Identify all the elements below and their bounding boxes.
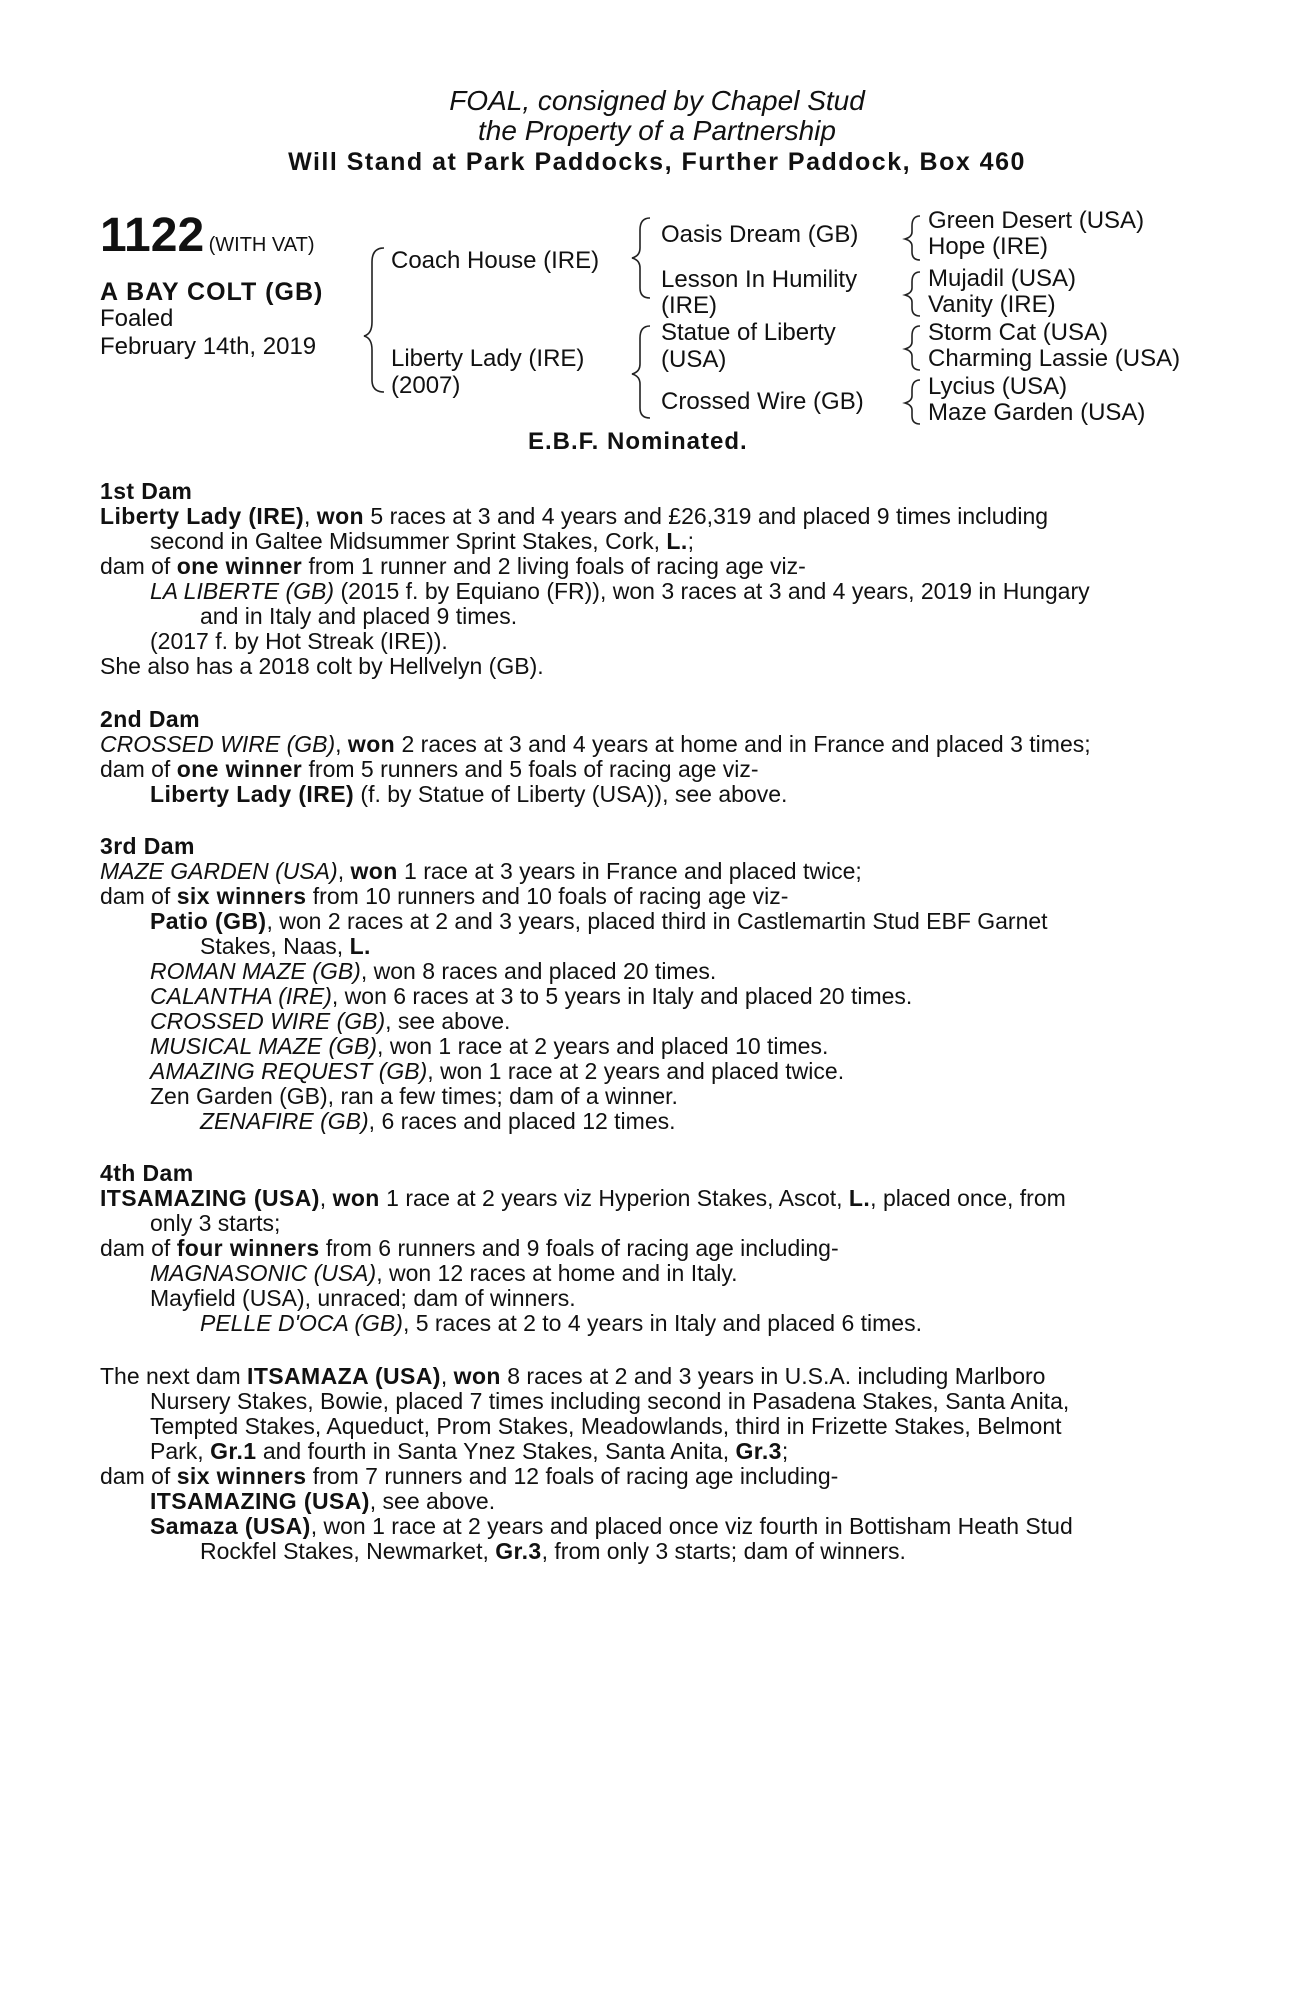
property-line: the Property of a Partnership: [478, 115, 836, 146]
dam1-text1: 5 races at 3 and 4 years and £26,319 and placed 9 times including: [364, 503, 1049, 529]
itsamazing-ref: ITSAMAZING (USA): [150, 1488, 370, 1514]
dam4-won: won: [332, 1185, 380, 1211]
musical-maze: MUSICAL MAZE (GB): [150, 1033, 378, 1059]
dam3-line9: [150, 1059, 844, 1085]
next-text8a: Rockfel Stakes, Newmarket,: [200, 1538, 496, 1564]
vat-label: (WITH VAT): [208, 234, 315, 256]
dam3-text4: Stakes, Naas,: [200, 933, 350, 959]
next-text1: 8 races at 2 and 3 years in U.S.A. including Marlboro: [500, 1363, 1046, 1389]
dam1-text2: second in Galtee Midsummer Sprint Stakes, Cork,: [150, 528, 667, 554]
dam3-text7: , see above.: [385, 1008, 511, 1034]
dam4-line2: only 3 starts;: [150, 1210, 281, 1236]
dam2-won: won: [347, 731, 396, 757]
maze-garden: MAZE GARDEN (USA): [100, 858, 338, 884]
next-damof: dam of: [100, 1463, 177, 1489]
g34-brace: [905, 272, 920, 316]
foaled-label: Foaled: [100, 305, 174, 332]
dam3-winners: six winners: [176, 883, 307, 909]
samaza: Samaza (USA): [150, 1513, 311, 1539]
next-line6: [150, 1489, 495, 1515]
sire-sire: Oasis Dream (GB): [661, 221, 859, 248]
dam1-text4: (2015 f. by Equiano (FR)), won 3 races at 3 and 4 years, 2019 in Hungary: [334, 578, 1090, 604]
dam1-line1: Liberty Lady (IRE), won 5 races at 3 and 4 years and £26,319 and placed 9 times including: [100, 503, 1049, 529]
next-winners: six winners: [176, 1463, 307, 1489]
dam-sire-line1: Statue of Liberty: [661, 319, 836, 346]
dam2-winners: one winner: [176, 756, 303, 782]
dam3-text1: 1 race at 3 years in France and placed twice;: [397, 858, 862, 884]
dam1-line4: [150, 579, 1090, 605]
dam-year: (2007): [391, 372, 461, 399]
dam4-listed: L.: [848, 1185, 871, 1211]
dam1-winners: one winner: [176, 553, 303, 579]
dam4-damof: dam of: [100, 1235, 177, 1261]
dam3-line4: [200, 934, 371, 960]
dam2-text2: from 5 runners and 5 foals of racing age viz-: [302, 756, 759, 782]
dam2-progeny: Liberty Lady (IRE): [150, 781, 355, 807]
dam3-text6: , won 6 races at 3 to 5 years in Italy and placed 20 times.: [331, 983, 913, 1009]
dam1-won: won: [316, 503, 364, 529]
itsamaza: ITSAMAZA (USA): [247, 1363, 441, 1389]
granddam-4: Maze Garden (USA): [928, 399, 1146, 426]
calantha: CALANTHA (IRE): [150, 983, 332, 1009]
next-line7: [150, 1514, 1073, 1540]
dam4-line4: [150, 1261, 738, 1287]
dam2-heading: 2nd Dam: [100, 706, 200, 732]
dam3-line10: Zen Garden (GB), ran a few times; dam of a winner.: [150, 1083, 678, 1109]
dam3-won: won: [350, 858, 398, 884]
dam3-listed: L.: [349, 933, 371, 959]
dam4-line3: [100, 1236, 839, 1262]
g12-brace: [905, 216, 920, 260]
sire-dam-line1: Lesson In Humility: [661, 266, 858, 293]
dam1-line2: [150, 529, 694, 555]
dam3-line2: [100, 884, 788, 910]
amazing-request: AMAZING REQUEST (GB): [150, 1058, 428, 1084]
dam-name: Liberty Lady (IRE): [391, 345, 585, 372]
dam3-heading: 3rd Dam: [100, 833, 195, 859]
next-gr3b: Gr.3: [495, 1538, 542, 1564]
magnasonic: MAGNASONIC (USA): [150, 1260, 377, 1286]
next-text8c: , from only 3 starts; dam of winners.: [541, 1538, 906, 1564]
dam4-comma: ,: [319, 1185, 333, 1211]
dam1-line7: She also has a 2018 colt by Hellvelyn (GB).: [100, 653, 544, 679]
dam3-text8: , won 1 race at 2 years and placed 10 times.: [377, 1033, 829, 1059]
next-line3: Tempted Stakes, Aqueduct, Prom Stakes, Meadowlands, third in Frizette Stakes, Belmont: [150, 1413, 1062, 1439]
grandsire-4: Lycius (USA): [928, 373, 1068, 400]
dam3-line3: [150, 909, 1048, 935]
dam3-text9: , won 1 race at 2 years and placed twice.: [427, 1058, 845, 1084]
next-semicolon: ;: [781, 1438, 789, 1464]
dam4-text3: from 6 runners and 9 foals of racing age including-: [319, 1235, 839, 1261]
sire-brace: [632, 218, 650, 298]
dam2-text1: 2 races at 3 and 4 years at home and in France and placed 3 times;: [395, 731, 1091, 757]
dam1-name: Liberty Lady (IRE): [100, 503, 305, 529]
stand-location: Will Stand at Park Paddocks, Further Paddock, Box 460: [288, 148, 1026, 176]
dam1-semicolon: ;: [687, 528, 695, 554]
crossed-wire-ref: CROSSED WIRE (GB): [150, 1008, 386, 1034]
dam-dam: Crossed Wire (GB): [661, 388, 864, 415]
grandsire-1: Green Desert (USA): [928, 207, 1145, 234]
dam3-line7: [150, 1009, 510, 1035]
lot-number: 1122: [100, 209, 205, 262]
next-text5: from 7 runners and 12 foals of racing age including-: [306, 1463, 839, 1489]
foaled-date: February 14th, 2019: [100, 333, 317, 360]
dam2-damof: dam of: [100, 756, 177, 782]
dam3-line1: [100, 859, 862, 885]
dam3-text3: , won 2 races at 2 and 3 years, placed third in Castlemartin Stud EBF Garnet: [266, 908, 1048, 934]
dam2-text3: (f. by Statue of Liberty (USA)), see above.: [354, 781, 788, 807]
dam2-line2: [100, 757, 759, 783]
next-won: won: [453, 1363, 501, 1389]
next-intro: The next dam: [100, 1363, 248, 1389]
sire-dam-line2: (IRE): [661, 292, 717, 319]
dam2-comma: ,: [335, 731, 348, 757]
roman-maze: ROMAN MAZE (GB): [150, 958, 361, 984]
dam3-text5: , won 8 races and placed 20 times.: [360, 958, 717, 984]
granddam-1: Hope (IRE): [928, 233, 1049, 260]
next-gr1: Gr.1: [210, 1438, 257, 1464]
g56-brace: [905, 326, 920, 370]
crossed-wire: CROSSED WIRE (GB): [100, 731, 336, 757]
sire-name: Coach House (IRE): [391, 247, 600, 274]
dam1-line5: and in Italy and placed 9 times.: [200, 603, 518, 629]
dam4-line6: [200, 1311, 922, 1337]
dam1-damof: dam of: [100, 553, 177, 579]
dam3-text11: , 6 races and placed 12 times.: [368, 1108, 676, 1134]
next-line4: [150, 1439, 788, 1465]
next-text4a: Park,: [150, 1438, 211, 1464]
pelle-doca: PELLE D'OCA (GB): [200, 1310, 403, 1336]
dam1-listed: L.: [666, 528, 688, 554]
dam3-comma: ,: [337, 858, 351, 884]
patio: Patio (GB): [150, 908, 267, 934]
la-liberte: LA LIBERTE (GB): [150, 578, 335, 604]
next-line1: [100, 1364, 1045, 1390]
dam4-winners: four winners: [176, 1235, 320, 1261]
dam3-text2: from 10 runners and 10 foals of racing age viz-: [306, 883, 789, 909]
next-text6: , see above.: [369, 1488, 496, 1514]
granddam-3: Charming Lassie (USA): [928, 345, 1181, 372]
next-text7: , won 1 race at 2 years and placed once viz fourth in Bottisham Heath Stud: [310, 1513, 1073, 1539]
dam1-line3: [100, 554, 806, 580]
dam2-line3: [150, 782, 787, 808]
g78-brace: [905, 380, 920, 424]
dam3-line5: [150, 959, 716, 985]
dam4-text1b: , placed once, from: [870, 1185, 1066, 1211]
zenafire: ZENAFIRE (GB): [200, 1108, 369, 1134]
main-brace: [364, 248, 384, 392]
grandsire-2: Mujadil (USA): [928, 265, 1077, 292]
dam4-line1: [100, 1186, 1066, 1212]
dam3-damof: dam of: [100, 883, 177, 909]
grandsire-3: Storm Cat (USA): [928, 319, 1109, 346]
dam-sire-line2: (USA): [661, 346, 727, 373]
dam3-line8: [150, 1034, 828, 1060]
next-line5: [100, 1464, 838, 1490]
next-line8: [200, 1539, 906, 1565]
dam4-text1: 1 race at 2 years viz Hyperion Stakes, Ascot,: [379, 1185, 849, 1211]
next-line2: Nursery Stakes, Bowie, placed 7 times including second in Pasadena Stakes, Santa Anita,: [150, 1388, 1070, 1414]
dam-brace: [632, 326, 650, 418]
dam3-line6: [150, 984, 912, 1010]
ebf-nominated: E.B.F. Nominated.: [528, 428, 748, 455]
dam4-line5: Mayfield (USA), unraced; dam of winners.: [150, 1285, 576, 1311]
lot-title: A BAY COLT (GB): [100, 278, 324, 306]
dam4-text6: , 5 races at 2 to 4 years in Italy and placed 6 times.: [402, 1310, 922, 1336]
dam4-heading: 4th Dam: [100, 1160, 194, 1186]
dam2-line1: [100, 732, 1091, 758]
next-text4c: and fourth in Santa Ynez Stakes, Santa Anita,: [256, 1438, 736, 1464]
dam4-text4: , won 12 races at home and in Italy.: [376, 1260, 738, 1286]
dam3-line11: [200, 1109, 676, 1135]
consignor-line: FOAL, consigned by Chapel Stud: [449, 85, 865, 116]
dam1-text3: from 1 runner and 2 living foals of racing age viz-: [302, 553, 806, 579]
dam1-heading: 1st Dam: [100, 478, 193, 504]
next-comma: ,: [440, 1363, 454, 1389]
next-gr3: Gr.3: [735, 1438, 782, 1464]
dam1-line6: (2017 f. by Hot Streak (IRE)).: [150, 628, 448, 654]
itsamazing: ITSAMAZING (USA): [100, 1185, 320, 1211]
granddam-2: Vanity (IRE): [928, 291, 1056, 318]
